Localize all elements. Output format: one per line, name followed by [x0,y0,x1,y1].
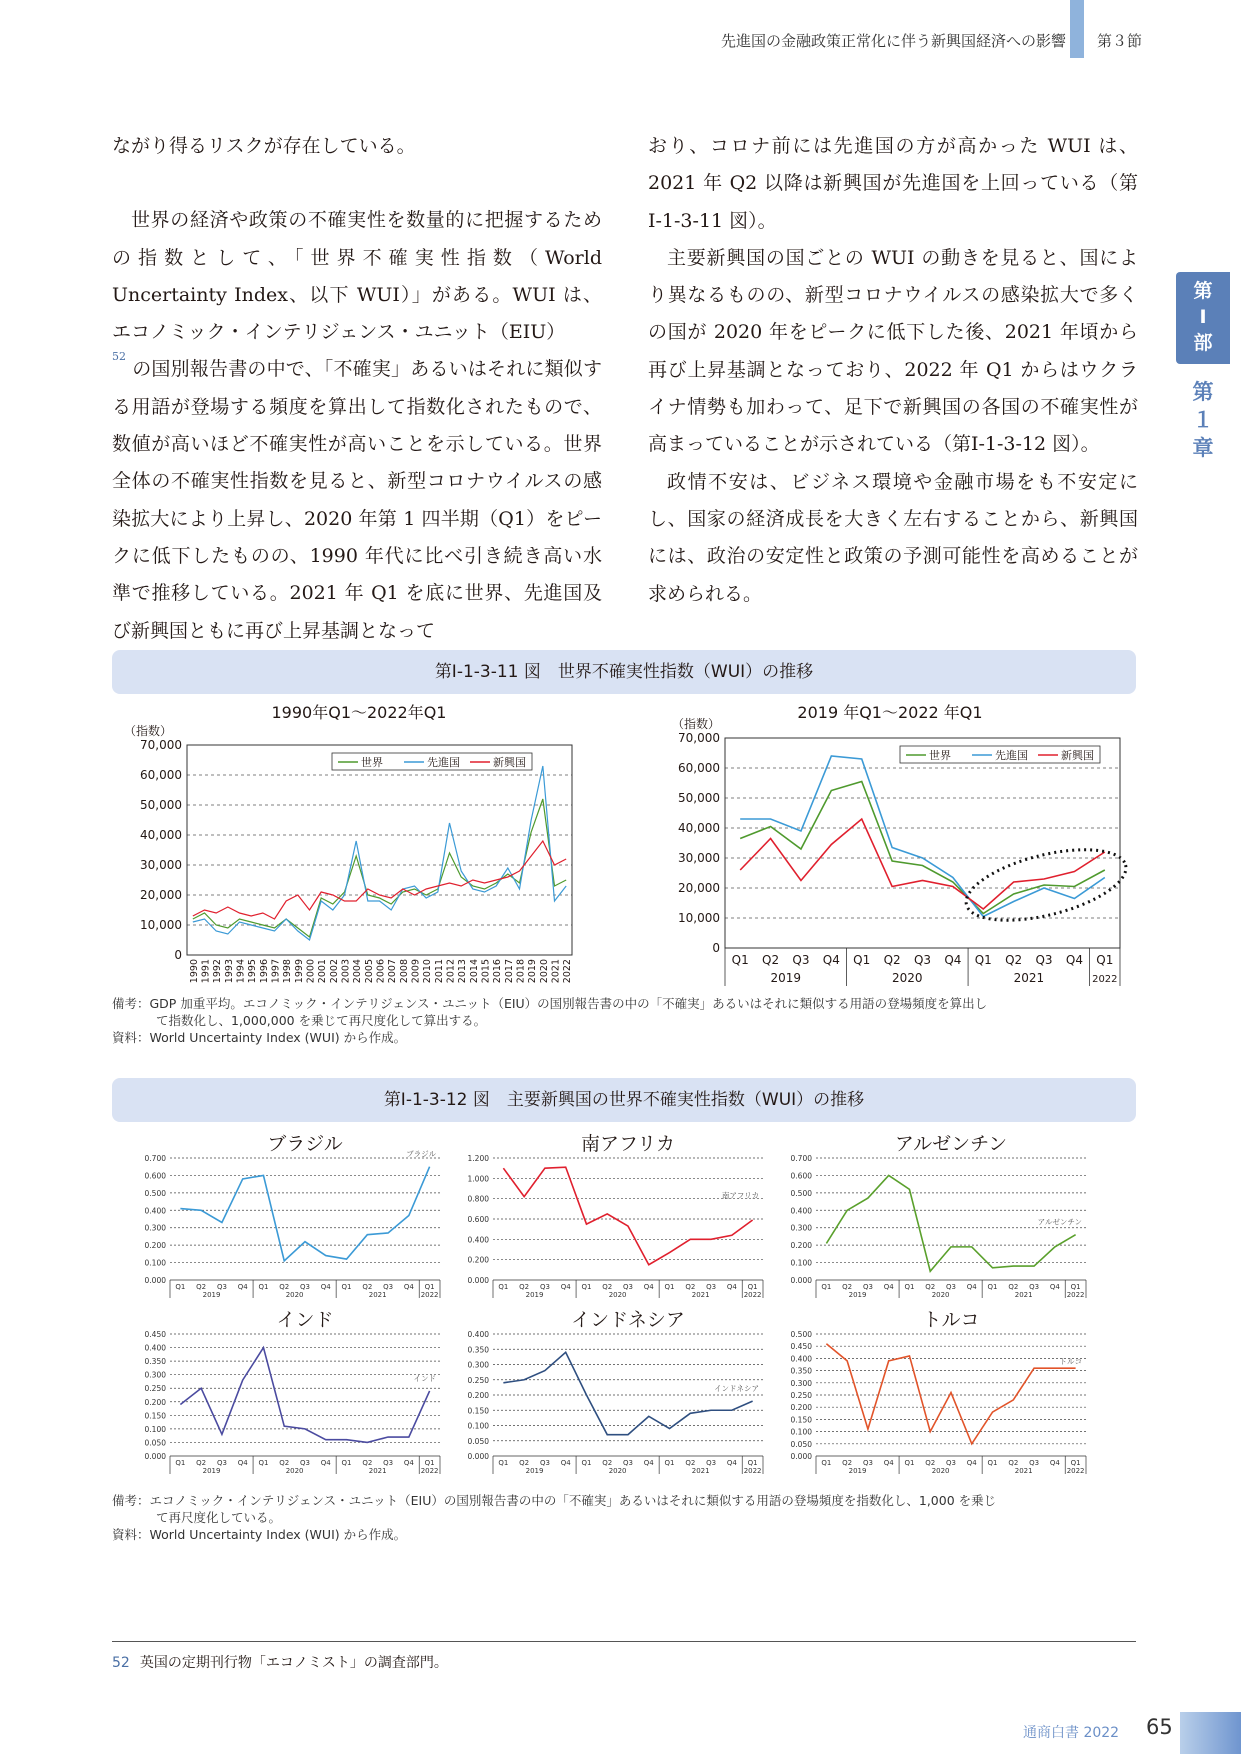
x-tick-label: 2007 [387,959,399,984]
indonesia-chart [435,1306,775,1484]
y-tick-label: 0.400 [144,1206,166,1216]
x-tick-label: Q4 [403,1283,414,1291]
x-tick-label: Q1 [1070,1459,1081,1467]
x-tick-label: Q1 [175,1459,186,1467]
y-tick-label: 0.200 [144,1241,166,1251]
y-tick-label: 40,000 [140,828,182,842]
x-tick-label: 1992 [212,959,224,984]
y-tick-label: 0.000 [467,1276,489,1285]
y-tick-label: 50,000 [140,798,182,812]
x-tick-label: Q3 [792,953,810,967]
y-tick-label: 0 [712,941,720,955]
turkey-chart [758,1306,1098,1484]
x-year-label: 2022 [420,1467,439,1475]
y-tick-label: 0.100 [467,1421,489,1431]
y-tick-label: 0.400 [144,1343,166,1353]
y-tick-label: 0.300 [144,1370,166,1380]
paragraph-text: の国別報告書の中で、「不確実」あるいはそれに類似する用語が登場する頻度を算出して指数化されたもので、数値が高いほど不確実性が高いことを示している。世界全体の不確実性指数を見ると、新型コロナウイルスの感染拡大により上昇し、2020 年第 1 四半期（Q1）をピークに低下したものの、1990 年代に比べ引き続き高い水準で推移している。2021 年 Q1 を底に世界、先進国及び新興国ともに再び上昇基調となって [112,358,602,642]
y-tick-label: 0.200 [467,1391,489,1400]
x-tick-label: Q1 [581,1459,592,1467]
x-tick-label: Q1 [853,953,871,967]
y-tick-label: 0.800 [467,1194,489,1204]
y-tick-label: 0.100 [790,1258,812,1268]
y-tick-label: 0.250 [467,1375,489,1385]
x-tick-label: Q3 [216,1283,227,1291]
y-tick-label: 0.100 [144,1424,166,1434]
x-tick-label: 2005 [363,959,375,984]
chart-title: トルコ [922,1309,980,1331]
y-tick-label: 0.150 [467,1406,489,1416]
x-tick-label: Q1 [747,1283,758,1291]
x-tick-label: Q1 [341,1283,352,1291]
y-tick-label: 0.400 [467,1235,489,1245]
x-tick-label: Q2 [279,1459,290,1467]
x-tick-label: 2012 [445,959,457,984]
y-tick-label: 0.100 [144,1258,166,1268]
x-year-label: 2020 [892,971,923,985]
note-line: 備考：GDP 加重平均。エコノミック・インテリジェンス・ユニット（EIU）の国別報告書の中の「不確実」あるいはそれに類似する用語の登場頻度を算出し [112,996,988,1011]
y-tick-label: 0.400 [467,1330,489,1339]
x-tick-label: Q1 [821,1459,832,1467]
y-tick-label: 0.450 [144,1330,166,1339]
x-year-label: 2022 [420,1291,439,1299]
x-tick-label: Q4 [726,1459,737,1467]
plot-frame [725,738,1120,948]
y-tick-label: 20,000 [140,888,182,902]
x-tick-label: 2019 [527,959,539,984]
y-tick-label: 0 [174,948,182,962]
x-tick-label: Q1 [424,1459,435,1467]
x-year-label: 2021 [1014,1291,1033,1299]
x-year-label: 2019 [525,1291,544,1299]
x-year-label: 2019 [848,1291,867,1299]
x-tick-label: Q2 [196,1283,207,1291]
series-line [180,1348,429,1443]
argentina-chart [758,1130,1098,1308]
wui-recent-chart [660,700,1130,990]
x-tick-label: Q1 [1096,953,1114,967]
y-tick-label: 0.250 [144,1384,166,1394]
x-tick-label: 2011 [433,959,445,984]
x-tick-label: Q2 [602,1459,613,1467]
paragraph: おり、コロナ前には先進国の方が高かった WUI は、2021 年 Q2 以降は新興国が先進国を上回っている（第Ⅰ-1-3-11 図）。 [648,135,1138,232]
x-tick-label: 2008 [398,959,410,984]
paragraph: 政情不安は、ビジネス環境や金融市場をも不安定にし、国家の経済成長を大きく左右することから、新興国には、政治の安定性と政策の予測可能性を高めることが求められる。 [648,470,1138,605]
x-tick-label: Q4 [560,1459,571,1467]
x-tick-label: Q2 [1005,953,1023,967]
x-tick-label: Q2 [602,1283,613,1291]
series-line [503,1352,752,1434]
note-line: て再尺度化している。 [156,1510,282,1525]
x-tick-label: 2000 [305,959,317,984]
paragraph-text: 世界の経済や政策の不確実性を数量的に把握するための指数として、「世界不確実性指数（World Uncertainty Index、以下 WUI）」がある。WUI は、エコノミック・インテリジェンス・ユニット（EIU） [112,209,602,344]
x-tick-label: Q3 [862,1459,873,1467]
x-tick-label: Q1 [974,953,992,967]
footnote-text: 英国の定期刊行物「エコノミスト」の調査部門。 [139,1655,448,1671]
x-year-label: 2020 [608,1467,627,1475]
x-tick-label: Q1 [987,1283,998,1291]
y-tick-label: 0.200 [790,1241,812,1251]
x-tick-label: Q2 [279,1283,290,1291]
legend-label: 新興国 [493,756,526,769]
legend-label: 世界 [361,756,383,769]
x-tick-label: Q4 [1049,1283,1060,1291]
y-tick-label: 0.250 [790,1391,812,1400]
x-tick-label: Q2 [842,1459,853,1467]
x-tick-label: Q2 [925,1283,936,1291]
x-tick-label: Q2 [883,953,901,967]
chapter-tab[interactable] [1176,378,1230,462]
series-line-2 [193,841,566,919]
x-tick-label: Q2 [362,1283,373,1291]
series-line-0 [193,799,566,937]
y-tick-label: 0.000 [790,1452,812,1461]
y-tick-label: 30,000 [140,858,182,872]
y-tick-label: 0.500 [144,1188,166,1198]
x-tick-label: Q2 [685,1459,696,1467]
x-year-label: 2022 [743,1467,762,1475]
x-tick-label: 2004 [352,959,364,984]
y-tick-label: 0.350 [144,1357,166,1367]
x-tick-label: Q1 [664,1459,675,1467]
x-tick-label: Q1 [175,1283,186,1291]
x-tick-label: Q3 [300,1459,310,1467]
y-axis-label: （指数） [672,717,721,731]
x-tick-label: Q2 [762,953,780,967]
x-tick-label: 2016 [492,959,504,984]
y-tick-label: 0.000 [790,1276,812,1285]
x-year-label: 2019 [770,971,802,985]
x-tick-label: 2010 [422,959,434,984]
x-tick-label: Q1 [1070,1283,1081,1291]
x-year-label: 2020 [285,1467,304,1475]
x-year-label: 2020 [931,1291,950,1299]
x-tick-label: Q4 [237,1283,248,1291]
series-label: インド [413,1373,436,1383]
x-year-label: 2019 [202,1467,221,1475]
y-tick-label: 0.400 [790,1354,812,1364]
x-tick-label: 2022 [562,959,574,984]
legend-label: 先進国 [995,749,1028,762]
x-year-label: 2019 [525,1467,544,1475]
x-tick-label: Q1 [747,1459,758,1467]
series-line [180,1167,429,1261]
body-column-right [648,128,1138,613]
x-tick-label: 1994 [235,959,247,984]
x-year-label: 2021 [1013,971,1045,985]
y-tick-label: 0.050 [144,1438,166,1448]
y-tick-label: 0.200 [467,1255,489,1265]
series-line-0 [740,782,1105,914]
y-tick-label: 1.000 [467,1174,489,1184]
x-tick-label: Q4 [1065,953,1083,967]
x-tick-label: Q3 [383,1459,394,1467]
y-tick-label: 0.400 [790,1206,812,1216]
y-tick-label: 0.500 [790,1188,812,1198]
x-tick-label: 1996 [258,959,270,984]
x-tick-label: 1993 [223,959,235,984]
paragraph: 主要新興国の国ごとの WUI の動きを見ると、国により異なるものの、新型コロナウイルスの感染拡大で多くの国が 2020 年をピークに低下した後、2021 年頃から再び上昇基調となっており、2022 年 Q1 からはウクライナ情勢も加わって、足下で新興国の各国の不確実性が高まっていることが示されている（第Ⅰ-1-3-12 図）。 [648,246,1138,456]
x-tick-label: Q1 [424,1283,435,1291]
x-tick-label: 2017 [503,959,515,984]
y-tick-label: 0.300 [144,1223,166,1233]
footnote-number: 52 [112,1655,130,1671]
y-tick-label: 60,000 [678,761,720,775]
footer-book-title: 通商白書 2022 [1023,1725,1120,1741]
chart-title: 南アフリカ [580,1133,676,1155]
x-tick-label: Q3 [706,1283,717,1291]
y-tick-label: 0.600 [467,1215,489,1224]
x-tick-label: Q1 [664,1283,675,1291]
x-tick-label: 1998 [282,959,294,984]
part-tab-label: 第 Ⅰ 部 [1193,280,1213,354]
south-africa-chart [435,1130,775,1308]
x-year-label: 2021 [368,1291,387,1299]
y-tick-label: 0.300 [790,1223,812,1233]
x-tick-label: Q3 [216,1459,227,1467]
x-tick-label: Q3 [1029,1459,1040,1467]
x-tick-label: Q3 [300,1283,310,1291]
x-tick-label: Q3 [706,1459,717,1467]
x-tick-label: Q1 [987,1459,998,1467]
x-tick-label: Q1 [258,1459,269,1467]
x-tick-label: Q2 [196,1459,207,1467]
x-year-label: 2022 [1066,1291,1085,1299]
y-tick-label: 0.000 [144,1452,166,1461]
x-tick-label: 2018 [515,959,527,984]
x-tick-label: 2015 [480,959,492,984]
x-tick-label: Q2 [842,1283,853,1291]
paragraph [112,202,602,650]
chart-title: インド [276,1309,334,1331]
x-tick-label: Q4 [944,953,962,967]
x-tick-label: 2002 [328,959,340,984]
chart-title: インドネシア [571,1309,685,1331]
y-tick-label: 0.150 [144,1411,166,1421]
y-tick-label: 10,000 [678,911,720,925]
figure-note [112,1492,1142,1543]
x-tick-label: Q4 [643,1283,654,1291]
x-year-label: 2019 [848,1467,867,1475]
header-accent-bar [1070,0,1084,58]
x-tick-label: Q4 [320,1459,331,1467]
y-tick-label: 30,000 [678,851,720,865]
y-tick-label: 0.150 [790,1415,812,1425]
x-tick-label: Q4 [643,1459,654,1467]
y-tick-label: 0.300 [467,1360,489,1370]
x-tick-label: Q3 [539,1283,550,1291]
part-tab[interactable] [1176,272,1230,364]
y-tick-label: 0.700 [144,1154,166,1163]
x-tick-label: Q4 [403,1459,414,1467]
x-tick-label: 2006 [375,959,387,984]
x-tick-label: 2014 [468,959,480,984]
note-line: て指数化し、1,000,000 を乗じて再尺度化して算出する。 [156,1013,487,1028]
x-tick-label: 2013 [457,959,469,984]
x-tick-label: Q1 [821,1283,832,1291]
y-tick-label: 0.200 [144,1397,166,1407]
y-tick-label: 0.000 [467,1452,489,1461]
x-year-label: 2022 [1066,1467,1085,1475]
x-tick-label: Q4 [966,1283,977,1291]
footnote-rule [112,1641,1136,1642]
x-tick-label: 2021 [550,959,562,984]
x-tick-label: 1997 [270,959,282,984]
x-year-label: 2020 [285,1291,304,1299]
y-tick-label: 0.350 [790,1366,812,1376]
chart-title: アルゼンチン [894,1133,1008,1155]
running-header-section: 第３節 [1097,32,1143,50]
x-tick-label: 2020 [538,959,550,984]
x-tick-label: Q1 [498,1283,509,1291]
x-tick-label: Q1 [498,1459,509,1467]
x-tick-label: Q2 [925,1459,936,1467]
chart-title: ブラジル [267,1133,343,1155]
x-tick-label: Q3 [1035,953,1053,967]
page-number: 65 [1146,1715,1173,1739]
chapter-tab-label: 第 １ 章 [1192,380,1214,460]
x-year-label: 2021 [368,1467,387,1475]
series-label: アルゼンチン [1037,1217,1082,1227]
x-tick-label: Q1 [341,1459,352,1467]
legend-label: 新興国 [1061,749,1094,762]
y-tick-label: 0.300 [790,1378,812,1388]
x-tick-label: Q4 [726,1283,737,1291]
y-tick-label: 0.600 [144,1171,166,1181]
chart-title: 1990年Q1～2022年Q1 [271,703,447,722]
y-tick-label: 0.600 [790,1171,812,1181]
x-tick-label: Q3 [946,1283,956,1291]
x-tick-label: Q2 [519,1283,530,1291]
x-tick-label: Q4 [1049,1459,1060,1467]
x-tick-label: Q4 [883,1459,894,1467]
x-tick-label: Q2 [519,1459,530,1467]
y-tick-label: 70,000 [140,738,182,752]
x-year-label: 2022 [1092,974,1118,985]
x-tick-label: Q3 [383,1283,394,1291]
chart-title: 2019 年Q1～2022 年Q1 [797,703,983,722]
footnote-ref[interactable]: 52 [112,350,126,364]
x-tick-label: Q3 [539,1459,550,1467]
x-tick-label: 2001 [317,959,329,984]
x-tick-label: Q1 [904,1459,915,1467]
x-tick-label: Q3 [946,1459,956,1467]
x-tick-label: Q3 [862,1283,873,1291]
x-tick-label: Q2 [1008,1459,1019,1467]
brazil-chart [112,1130,452,1308]
x-tick-label: 2009 [410,959,422,984]
x-year-label: 2021 [691,1467,710,1475]
y-tick-label: 0.700 [790,1154,812,1163]
y-tick-label: 0.350 [467,1345,489,1355]
running-header-title: 先進国の金融政策正常化に伴う新興国経済への影響 [720,32,1066,50]
x-tick-label: 1991 [200,959,212,984]
x-tick-label: Q1 [581,1283,592,1291]
figure-title-band: 第Ⅰ-1-3-12 図 主要新興国の世界不確実性指数（WUI）の推移 [112,1078,1136,1122]
figure-title-band: 第Ⅰ-1-3-11 図 世界不確実性指数（WUI）の推移 [112,650,1136,694]
x-tick-label: 1999 [293,959,305,984]
y-tick-label: 0.500 [790,1330,812,1339]
series-label: トルコ [1059,1357,1082,1367]
x-tick-label: Q4 [237,1459,248,1467]
y-tick-label: 70,000 [678,731,720,745]
x-tick-label: 2003 [340,959,352,984]
x-year-label: 2020 [931,1467,950,1475]
x-tick-label: Q1 [731,953,749,967]
series-label: インドネシア [714,1384,759,1394]
series-label: ブラジル [406,1149,436,1159]
y-tick-label: 0.100 [790,1427,812,1437]
x-tick-label: Q4 [560,1283,571,1291]
figure-note [112,995,1142,1046]
note-line: 備考：エコノミック・インテリジェンス・ユニット（EIU）の国別報告書の中の「不確実」あるいはそれに類似する用語の登場頻度を指数化し、1,000 を乗じ [112,1493,997,1508]
y-tick-label: 40,000 [678,821,720,835]
x-year-label: 2019 [202,1291,221,1299]
x-year-label: 2021 [1014,1467,1033,1475]
footnote [112,1652,448,1672]
x-year-label: 2021 [691,1291,710,1299]
x-tick-label: 1990 [188,959,200,984]
legend-label: 世界 [929,749,951,762]
series-line-2 [740,819,1105,909]
footer-accent-bar [1180,1712,1241,1754]
y-tick-label: 0.200 [790,1403,812,1413]
x-tick-label: Q1 [258,1283,269,1291]
x-tick-label: 1995 [247,959,259,984]
x-tick-label: Q2 [685,1283,696,1291]
x-tick-label: Q2 [1008,1283,1019,1291]
y-tick-label: 0.050 [790,1439,812,1449]
series-line-1 [740,756,1105,917]
y-axis-label: （指数） [124,724,173,738]
series-line-1 [193,766,566,940]
y-tick-label: 1.200 [467,1154,489,1163]
y-tick-label: 0.050 [467,1436,489,1446]
x-tick-label: Q3 [1029,1283,1040,1291]
y-tick-label: 0.450 [790,1342,812,1352]
x-year-label: 2020 [608,1291,627,1299]
x-year-label: 2022 [743,1291,762,1299]
y-tick-label: 10,000 [140,918,182,932]
y-tick-label: 20,000 [678,881,720,895]
wui-long-term-chart [112,700,582,990]
series-line [503,1167,752,1265]
x-tick-label: Q4 [320,1283,331,1291]
y-tick-label: 60,000 [140,768,182,782]
paragraph: ながり得るリスクが存在している。 [112,135,416,157]
series-line [826,1344,1075,1444]
y-tick-label: 0.000 [144,1276,166,1285]
x-tick-label: Q4 [883,1283,894,1291]
series-label: 南アフリカ [721,1191,759,1201]
x-tick-label: Q3 [623,1459,633,1467]
x-tick-label: Q1 [904,1283,915,1291]
x-tick-label: Q2 [362,1459,373,1467]
x-tick-label: Q3 [913,953,932,967]
x-tick-label: Q3 [623,1283,633,1291]
y-tick-label: 50,000 [678,791,720,805]
legend-label: 先進国 [427,756,460,769]
source-line: 資料：World Uncertainty Index (WUI) から作成。 [112,1527,407,1542]
body-column-left [112,128,602,650]
x-tick-label: Q4 [822,953,840,967]
source-line: 資料：World Uncertainty Index (WUI) から作成。 [112,1030,407,1045]
x-tick-label: Q4 [966,1459,977,1467]
india-chart [112,1306,452,1484]
